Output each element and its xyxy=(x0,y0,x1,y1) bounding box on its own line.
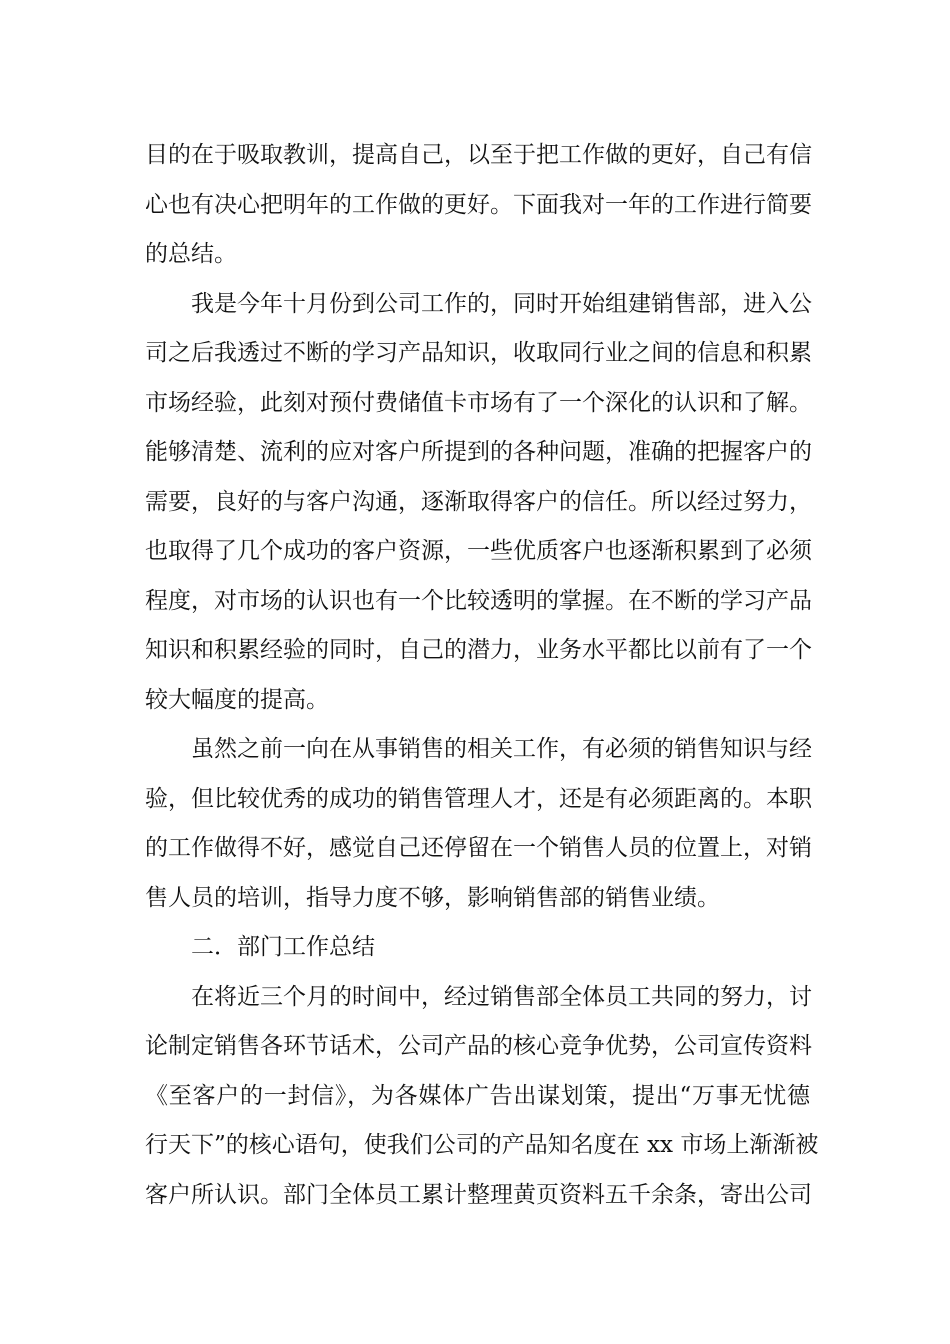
text-line: 行天下”的核心语句，使我们公司的产品知名度在 xx 市场上渐渐被 xyxy=(145,1132,819,1158)
paragraph-first-line: 虽然之前一向在从事销售的相关工作，有必须的销售知识与经 xyxy=(191,736,812,762)
text-line: 目的在于吸取教训，提高自己，以至于把工作做的更好，自己有信 xyxy=(145,142,812,168)
text-line: 较大幅度的提高。 xyxy=(145,686,329,713)
text-line: 程度，对市场的认识也有一个比较透明的掌握。在不断的学习产品 xyxy=(145,587,812,614)
text-line: 需要，良好的与客户沟通，逐渐取得客户的信任。所以经过努力， xyxy=(145,488,812,515)
text-line: 也取得了几个成功的客户资源，一些优质客户也逐渐积累到了必须 xyxy=(145,538,812,564)
paragraph-first-line: 我是今年十月份到公司工作的，同时开始组建销售部，进入公 xyxy=(191,290,812,317)
text-line: 售人员的培训，指导力度不够，影响销售部的销售业绩。 xyxy=(145,884,720,911)
text-line: 市场经验，此刻对预付费储值卡市场有了一个深化的认识和了解。 xyxy=(145,389,812,416)
paragraph-first-line: 在将近三个月的时间中，经过销售部全体员工共同的努力，讨 xyxy=(191,983,812,1010)
text-line: 心也有决心把明年的工作做的更好。下面我对一年的工作进行简要 xyxy=(145,191,812,218)
text-line: 验，但比较优秀的成功的销售管理人才，还是有必须距离的。本职 xyxy=(145,785,812,812)
text-line: 客户所认识。部门全体员工累计整理黄页资料五千余条，寄出公司 xyxy=(145,1181,812,1208)
section-heading: 二．部门工作总结 xyxy=(191,934,375,960)
text-line: 的工作做得不好，感觉自己还停留在一个销售人员的位置上，对销 xyxy=(145,835,812,861)
text-line: 司之后我透过不断的学习产品知识，收取同行业之间的信息和积累 xyxy=(145,340,812,366)
text-line: 能够清楚、流利的应对客户所提到的各种问题，准确的把握客户的 xyxy=(145,439,812,465)
text-line: 论制定销售各环节话术，公司产品的核心竞争优势，公司宣传资料 xyxy=(145,1033,812,1059)
text-line: 《至客户的一封信》，为各媒体广告出谋划策，提出“万事无忧德 xyxy=(145,1082,810,1109)
text-line: 知识和积累经验的同时，自己的潜力，业务水平都比以前有了一个 xyxy=(145,637,812,663)
document-body xyxy=(145,131,819,1220)
text-line: 的总结。 xyxy=(145,241,237,267)
